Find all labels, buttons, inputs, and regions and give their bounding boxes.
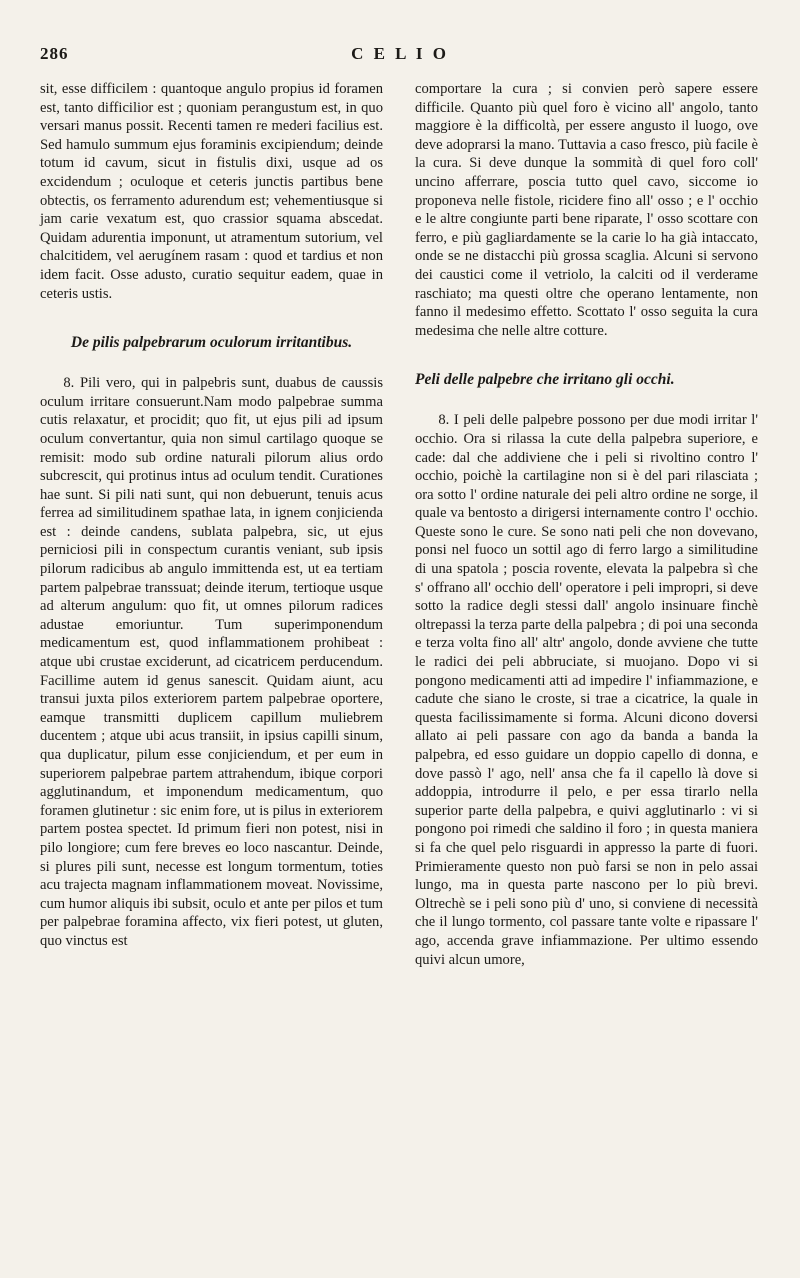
- page-header: [40, 44, 760, 70]
- latin-section-heading: De pilis palpebrarum oculorum irritantibus.: [70, 334, 353, 352]
- page-number: 286: [40, 44, 69, 63]
- italian-paragraph-2: 8. I peli delle palpebre possono per due modi irritar l' occhio. Ora si rilassa la cute della palpebra superiore, e cade: dal che addiviene che i peli si rivoltino contro l' occhio, poichè la cartilagine non si è del pari rilasciata ; ora sotto l' ordine naturale dei peli altro ordine ne sorge, il quale va bentosto a dirigersi internamente contro l' occhio. Queste sono le cure. Se sono nati peli che non dovevano, ponsi nel fuoco un sottil ago di ferro largo a similitudine di una spatola ; poscia rovente, elevata la palpebra sì che s' offrano all' occhio dell' operatore i peli impropri, si deve sotto la radice degli stessi dall' angolo insinuare finchè oltrepassi la terza parte della palpebra ; di poi una seconda e terza volta fino all' altr' angolo, donde avviene che tutte le radici dei peli abbruciate, si muojano. Dopo vi si pongono medicamenti atti ad impedire l' infiammazione, e cadute che siano le croste, si trae a cicatrice, la quale in questa facilissimamente si forma. Alcuni dicono doversi allato ai peli passare con ago da banda a banda la palpebra, ed esso guidare un doppio capello di donna, e dove passò l' ago, nell' ansa che fa il capello là dove si addoppia, introdurre il pelo, e per essa tirarlo nella superior parte della palpebra, e quivi agglutinarlo : vi si pongono poi rimedi che saldino il foro ; in questa maniera si fa che quel pelo risguardi in appresso la parte di fuori. Primieramente questo non può farsi se non in pelo assai lungo, ma in questa parte nascono per lo più brevi. Oltrechè se i peli sono più d' uno, si conviene di necessità che il lungo tormento, col passare tante volte e ripassare l' ago, accenda grave infiammazione. Per ultimo essendo quivi alcun umore,: [415, 412, 758, 968]
- latin-paragraph-2: 8. Pili vero, qui in palpebris sunt, duabus de caussis oculum irritare consuerunt.Nam modo palpebrae summa cutis relaxatur, et procidit; quo fit, ut ejus pili ad ipsum oculum convertantur, quia non simul cartilago quoque se remisit: modo sub ordine naturali pilorum alius ordo subcrescit, qui protinus intus ad oculum tendit. Curationes hae sunt. Si pili nati sunt, qui non debuerunt, tenuis acus ferrea ad similitudinem spathae lata, in ignem conjicienda est : deinde candens, sublata palpebra, sic, ut ejus perniciosi pili in conspectum curantis veniant, sub ipsis pilorum radicibus ab angulo immittenda est, ut ea tertiam partem palpebrae transsuat; deinde iterum, tertioque usque ad alterum angulum: quo fit, ut omnes pilorum radices adustae emoriuntur. Tum superimponendum medicamentum est, quod inflammationem prohibeat : atque ubi crustae exciderunt, ad cicatricem perducendum. Facillime autem id genus sanescit. Quidam aiunt, acu transui juxta pilos exteriorem partem palpebrae oportere, eamque transmitti duplicem capillum muliebrem ducentem ; atque ubi acus transiit, in ipsius capilli sinum, qua duplicatur, pilum esse conjiciendum, et per eum in superiorem palpebrae partem attrahendum, ibique corpori agglutinandum, et imponendum medicamentum, quo foramen glutinetur : sic enim fore, ut is pilus in exteriorem partem postea spectet. Id primum fieri non potest, nisi in pilo longiore; cum fere breves eo loco nascantur. Deinde, si plures pili sunt, necesse est longum tormentum, toties acu trajecta magnam inflammationem moveat. Novissime, cum humor aliquis ibi subsit, oculo et ante per pilos et tum per palpebrae foramina affecto, vix fieri potest, ut gluten, quo vinctus est: [40, 375, 383, 949]
- running-head: C E L I O: [351, 44, 449, 63]
- italian-paragraph-1: comportare la cura ; si convien però sapere essere difficile. Quanto più quel foro è vicino all' angolo, tanto maggiore è la difficoltà, per essere angusto il luogo, ove deve adoprarsi la mano. Tuttavia a caso fresco, più facile è la cura. Si deve dunque la sommità di quel foro coll' uncino afferrare, poscia tutto quel cavo, siccome io proponeva nelle fistole, ricidere fino all' osso ; e l' occhio e le altre congiunte parti bene riparate, l' osso scottare con ferro, e più gagliardamente se la carie lo ha già intaccato, onde se ne distacchi più grossa scaglia. Alcuni si servono dei caustici come il vetriolo, la calciti od il verderame raschiato; ma questi oltre che operano lentamente, non fanno il medesimo effetto. Scottato l' osso seguita la cura medesima che nelle altre cotture.: [415, 81, 758, 339]
- latin-column: [40, 80, 383, 951]
- latin-paragraph-1: sit, esse difficilem : quantoque angulo propius id foramen est, tanto difficilior est ; quoniam perangustum est, in quo versari manus possit. Recenti tamen re mederi facilius est. Sed hamulo summum ejus foraminis excipiendum; deinde totum id cavum, sicut in fistulis dixi, usque ad os excidendum ; oculoque et ceteris junctis partibus bene obtectis, os ferramento adurendum est; vehementiusque si jam carie vexatum est, quo crassior squama abscedat. Quidam adurentia imponunt, ut atramentum sutorium, vel chalcitidem, vel aerugínem rasam : quod et tardius et non idem facit. Osse adusto, curatio sequitur eadem, quae in ceteris ustis.: [40, 81, 383, 302]
- italian-column: [415, 80, 758, 969]
- italian-section-heading: Peli delle palpebre che irritano gli occhi.: [415, 371, 675, 389]
